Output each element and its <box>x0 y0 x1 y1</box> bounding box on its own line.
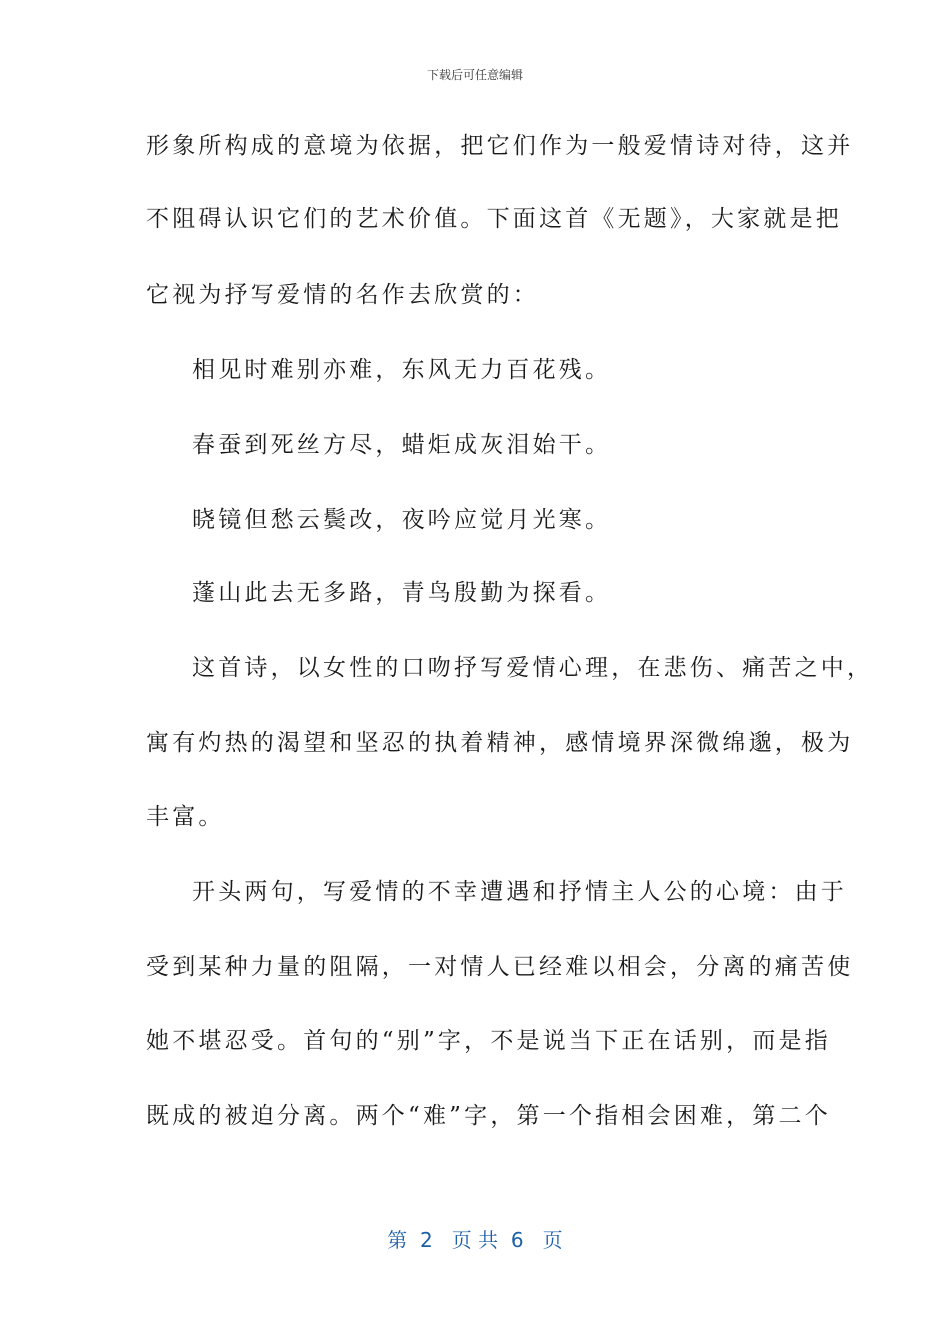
poem-line: 相见时难别亦难，东风无力百花残。 <box>192 357 612 383</box>
poem-line: 蓬山此去无多路，青鸟殷勤为探看。 <box>192 580 612 606</box>
text-line: 丰富。 <box>146 804 225 830</box>
text-line: 寓有灼热的渴望和坚忍的执着精神，感情境界深微绵邈，极为 <box>146 730 854 756</box>
text-line: 既成的被迫分离。两个“难”字，第一个指相会困难，第二个 <box>146 1103 831 1129</box>
text-line: 她不堪忍受。首句的“别”字，不是说当下正在话别，而是指 <box>146 1028 831 1054</box>
text-line: 形象所构成的意境为依据，把它们作为一般爱情诗对待，这并 <box>146 133 854 159</box>
text-line: 这首诗，以女性的口吻抒写爱情心理，在悲伤、痛苦之中， <box>192 655 874 681</box>
text-line: 受到某种力量的阻隔，一对情人已经难以相会，分离的痛苦使 <box>146 954 854 980</box>
poem-line: 春蚕到死丝方尽，蜡炬成灰泪始干。 <box>192 432 612 458</box>
poem-line: 晓镜但愁云鬓改，夜吟应觉月光寒。 <box>192 507 612 533</box>
text-line: 它视为抒写爱情的名作去欣赏的： <box>146 282 539 308</box>
text-line: 开头两句，写爱情的不幸遭遇和抒情主人公的心境：由于 <box>192 879 847 905</box>
text-line: 不阻碍认识它们的艺术价值。下面这首《无题》，大家就是把 <box>146 206 842 232</box>
page-number-footer: 第 2 页 共 6 页 <box>387 1228 563 1252</box>
page-header: 下载后可任意编辑 <box>426 68 523 82</box>
